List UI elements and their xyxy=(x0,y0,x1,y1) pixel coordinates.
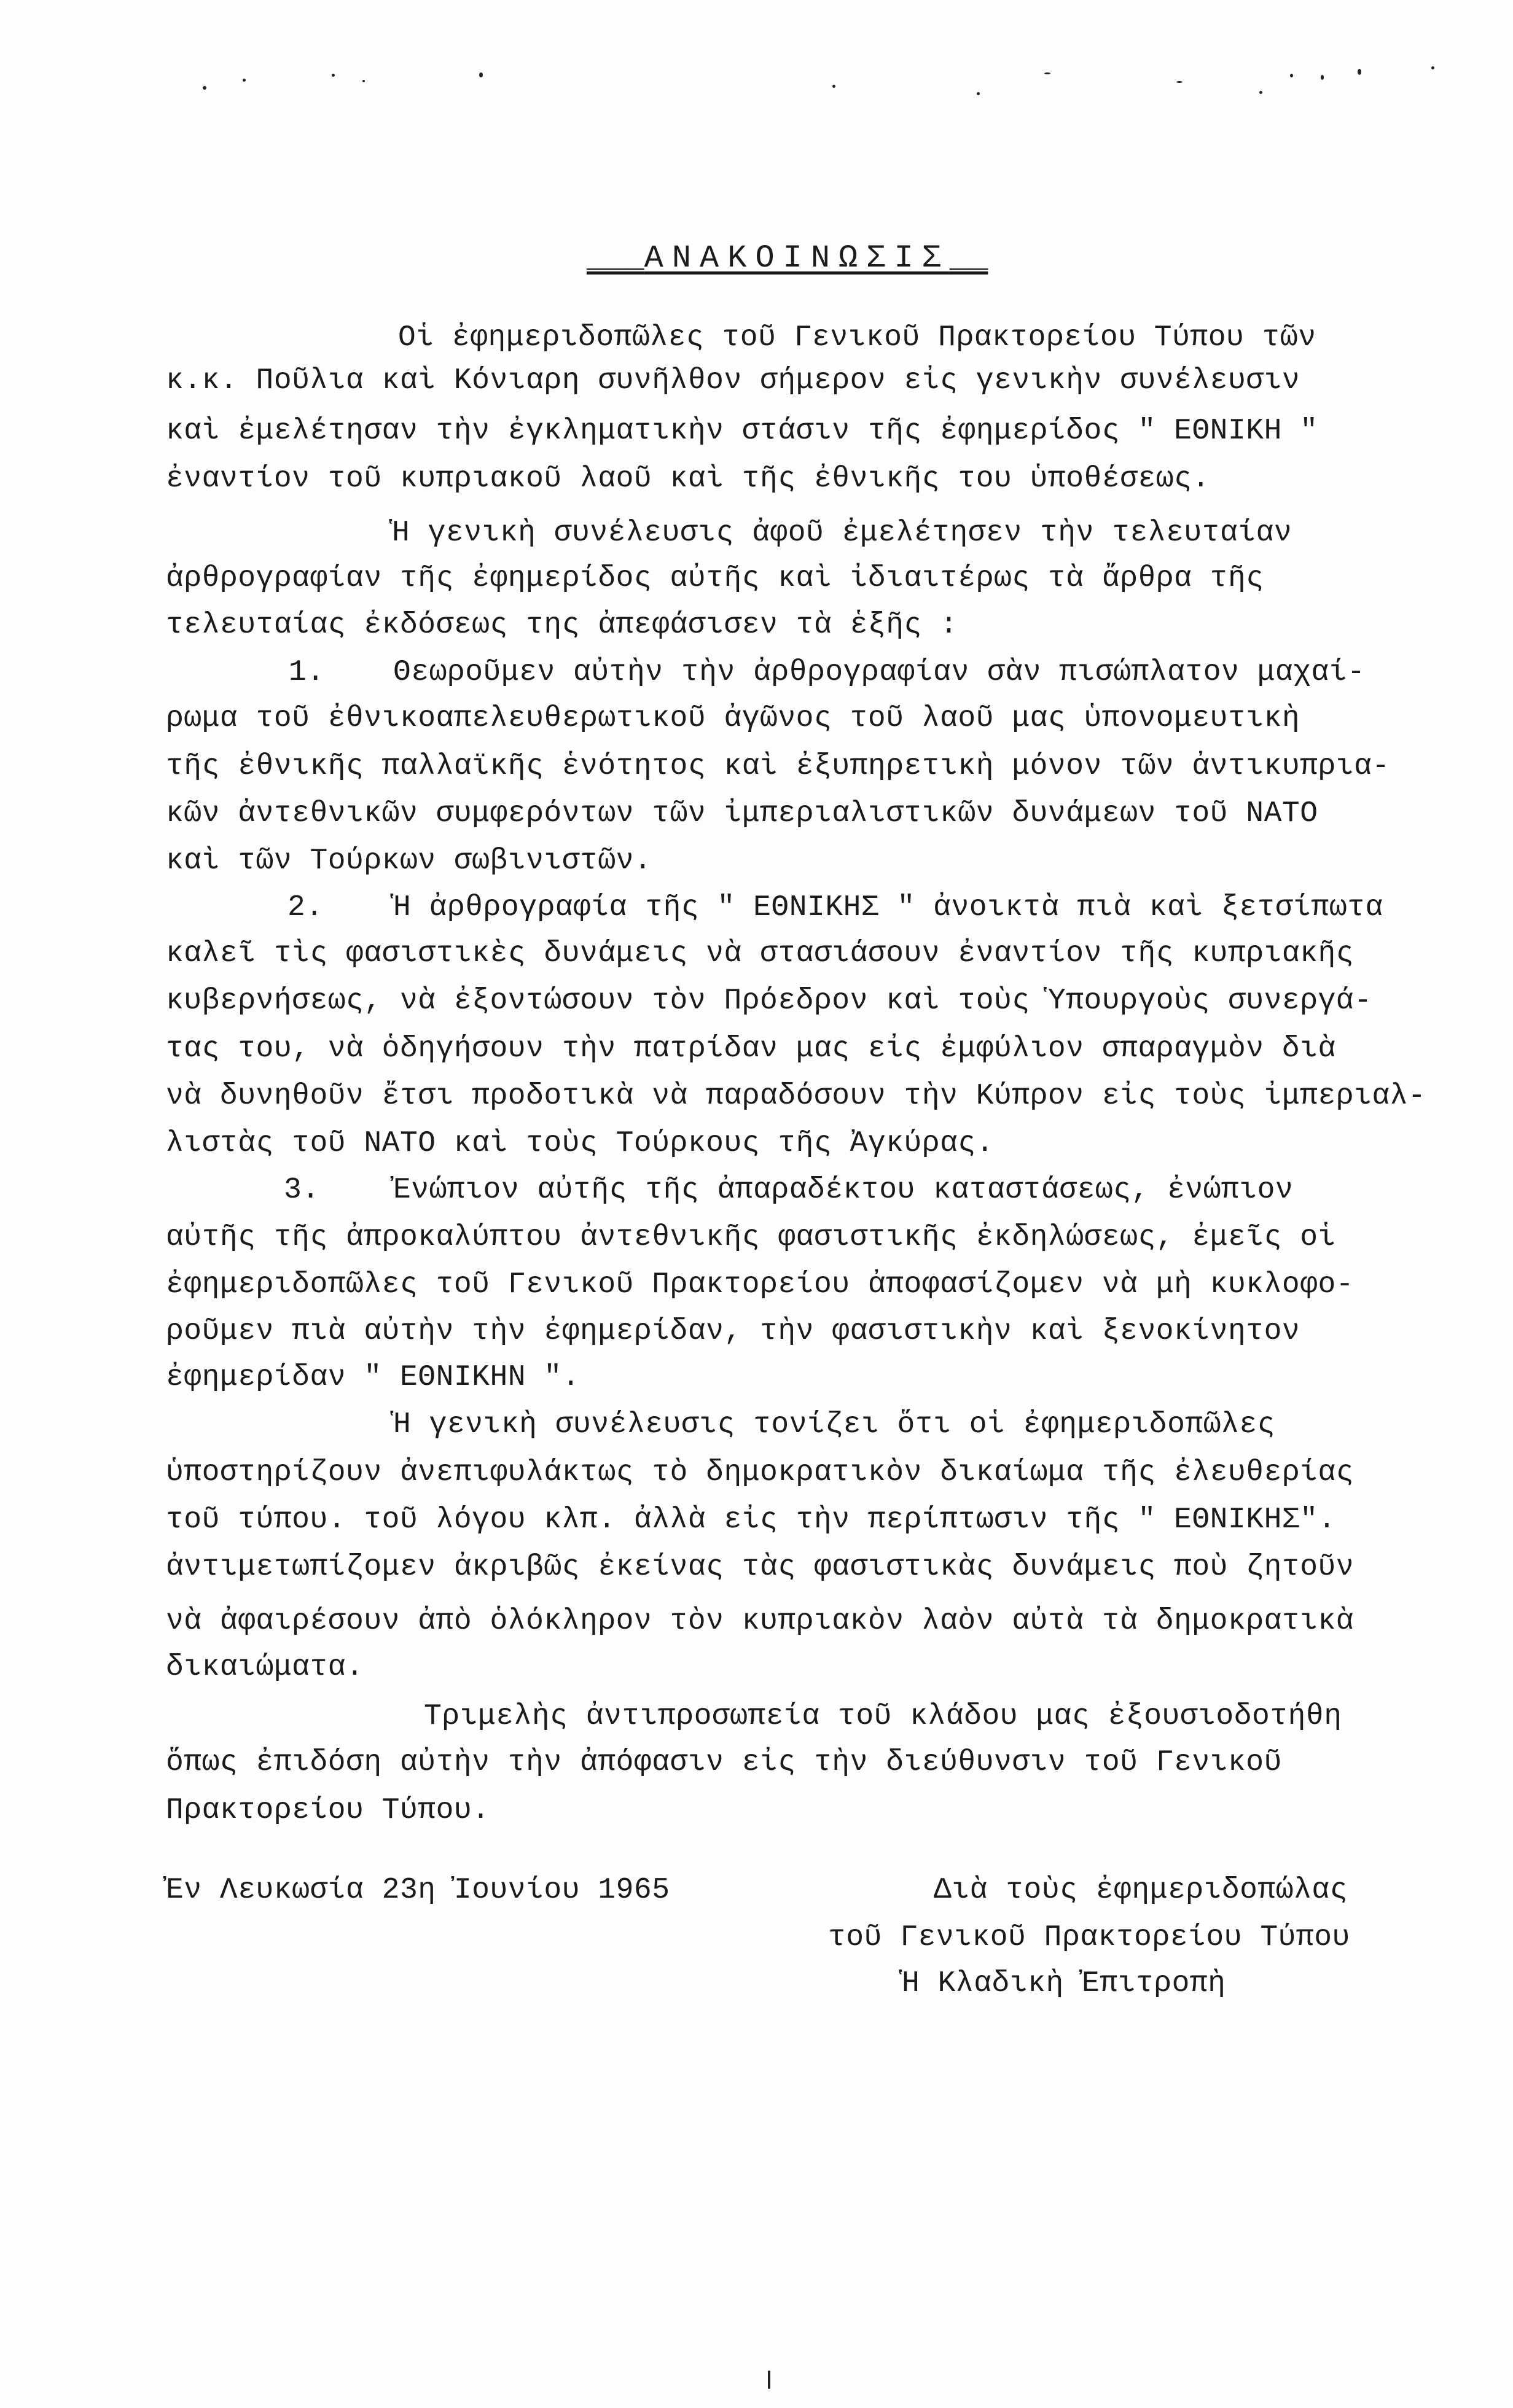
signature-line: Διὰ τοὺς ἐφημεριδοπώλας xyxy=(934,1874,1348,1907)
body-line: Οἱ ἐφημεριδοπῶλες τοῦ Γενικοῦ Πρακτορείου Τύπου τῶν xyxy=(398,321,1316,354)
body-line: κῶν ἀντεθνικῶν συμφερόντων τῶν ἰμπεριαλιστικῶν δυνάμεων τοῦ ΝΑΤΟ xyxy=(166,797,1318,830)
body-line: τοῦ τύπου. τοῦ λόγου κλπ. ἀλλὰ εἰς τὴν περίπτωσιν τῆς " ΕΘΝΙΚΗΣ". xyxy=(166,1503,1336,1537)
scan-speck xyxy=(1290,74,1293,77)
body-line: τας του, νὰ ὁδηγήσουν τὴν πατρίδαν μας εἰς ἐμφύλιον σπαραγμὸν διὰ xyxy=(166,1032,1336,1066)
body-line: ἐφημεριδοπῶλες τοῦ Γενικοῦ Πρακτορείου ἀποφασίζομεν νὰ μὴ κυκλοφο- xyxy=(166,1268,1355,1301)
scan-speck xyxy=(1321,75,1324,80)
scan-speck xyxy=(977,92,980,95)
body-line: ἀντιμετωπίζομεν ἀκριβῶς ἐκείνας τὰς φασιστικὰς δυνάμεις ποὺ ζητοῦν xyxy=(166,1551,1355,1584)
body-line: Θεωροῦμεν αὐτὴν τὴν ἀρθρογραφίαν σὰν πισώπλατον μαχαί- xyxy=(393,656,1366,689)
scan-speck xyxy=(1044,72,1050,74)
scan-speck xyxy=(1431,66,1434,69)
paragraph-number: 3. xyxy=(284,1174,320,1207)
body-line: καὶ τῶν Τούρκων σωβινιστῶν. xyxy=(166,844,652,878)
document-title: ___ΑΝΑΚΟΙΝΩΣΙΣ__ xyxy=(587,240,988,276)
body-line: κυβερνήσεως, νὰ ἐξοντώσουν τὸν Πρόεδρον καὶ τοὺς Ὑπουργοὺς συνεργά- xyxy=(166,984,1372,1018)
body-line: ὑποστηρίζουν ἀνεπιφυλάκτως τὸ δημοκρατικὸν δικαίωμα τῆς ἐλευθερίας xyxy=(166,1456,1355,1489)
body-line: νὰ ἀφαιρέσουν ἀπὸ ὁλόκληρον τὸν κυπριακὸν λαὸν αὐτὰ τὰ δημοκρατικὰ xyxy=(166,1605,1355,1638)
paragraph-number: 2. xyxy=(287,891,324,924)
signature-line: Ἡ Κλαδικὴ Ἐπιτροπὴ xyxy=(902,1967,1226,2000)
scan-speck xyxy=(1358,69,1361,75)
body-line: Ἡ ἀρθρογραφία τῆς " ΕΘΝΙΚΗΣ " ἀνοικτὰ πιὰ καὶ ξετσίπωτα xyxy=(393,891,1383,924)
body-line: Ἐνώπιον αὐτῆς τῆς ἀπαραδέκτου καταστάσεως, ἐνώπιον xyxy=(393,1174,1294,1207)
scan-speck xyxy=(243,79,246,82)
body-line: Ἡ γενικὴ συνέλευσις τονίζει ὅτι οἱ ἐφημεριδοπῶλες xyxy=(393,1408,1275,1441)
place-date: Ἐν Λευκωσία 23η Ἰουνίου 1965 xyxy=(166,1874,670,1907)
body-line: καὶ ἐμελέτησαν τὴν ἐγκληματικὴν στάσιν τῆς ἐφημερίδος " ΕΘΝΙΚΗ " xyxy=(166,415,1318,448)
scan-speck xyxy=(332,74,335,77)
body-line: ρωμα τοῦ ἐθνικοαπελευθερωτικοῦ ἀγῶνος τοῦ λαοῦ μας ὑπονομευτικὴ xyxy=(166,702,1300,735)
scan-speck xyxy=(479,72,483,77)
scan-speck xyxy=(832,85,835,88)
body-line: λιστὰς τοῦ ΝΑΤΟ καὶ τοὺς Τούρκους τῆς Ἀγκύρας. xyxy=(166,1127,995,1160)
body-line: κ.κ. Ποῦλια καὶ Κόνιαρη συνῆλθον σήμερον εἰς γενικὴν συνέλευσιν xyxy=(166,364,1300,397)
body-line: Ἡ γενικὴ συνέλευσις ἀφοῦ ἐμελέτησεν τὴν τελευταίαν xyxy=(392,516,1292,550)
body-line: Πρακτορείου Τύπου. xyxy=(166,1794,490,1827)
scan-speck xyxy=(768,2371,770,2389)
scan-speck xyxy=(203,86,206,90)
body-line: καλεῖ τὶς φασιστικὲς δυνάμεις νὰ στασιάσουν ἐναντίον τῆς κυπριακῆς xyxy=(166,937,1355,970)
scan-speck xyxy=(1259,91,1262,94)
signature-line: τοῦ Γενικοῦ Πρακτορείου Τύπου xyxy=(828,1921,1350,1954)
body-line: ροῦμεν πιὰ αὐτὴν τὴν ἐφημερίδαν, τὴν φασιστικὴν καὶ ξενοκίνητον xyxy=(166,1315,1300,1348)
scan-speck xyxy=(362,80,365,82)
body-line: νὰ δυνηθοῦν ἔτσι προδοτικὰ νὰ παραδόσουν τὴν Κύπρον εἰς τοὺς ἰμπεριαλ- xyxy=(166,1080,1426,1113)
body-line: δικαιώματα. xyxy=(166,1651,364,1684)
body-line: ὅπως ἐπιδόση αὐτὴν τὴν ἀπόφασιν εἰς τὴν διεύθυνσιν τοῦ Γενικοῦ xyxy=(166,1746,1282,1779)
body-line: ἀρθρογραφίαν τῆς ἐφημερίδος αὐτῆς καὶ ἰδιαιτέρως τὰ ἄρθρα τῆς xyxy=(166,562,1264,595)
scan-speck xyxy=(1176,81,1183,83)
body-line: ἐναντίον τοῦ κυπριακοῦ λαοῦ καὶ τῆς ἐθνικῆς του ὑποθέσεως. xyxy=(166,462,1210,496)
body-line: τῆς ἐθνικῆς παλλαϊκῆς ἑνότητος καὶ ἐξυπηρετικὴ μόνον τῶν ἀντικυπρια- xyxy=(166,750,1390,783)
paragraph-number: 1. xyxy=(289,656,325,689)
body-line: Τριμελὴς ἀντιπροσωπεία τοῦ κλάδου μας ἐξουσιοδοτήθη xyxy=(424,1700,1342,1733)
body-line: ἐφημερίδαν " ΕΘΝΙΚΗΝ ". xyxy=(166,1361,581,1394)
body-line: αὐτῆς τῆς ἀπροκαλύπτου ἀντεθνικῆς φασιστικῆς ἐκδηλώσεως, ἐμεῖς οἱ xyxy=(166,1221,1336,1254)
body-line: τελευταίας ἐκδόσεως της ἀπεφάσισεν τὰ ἑξῆς : xyxy=(166,609,958,642)
